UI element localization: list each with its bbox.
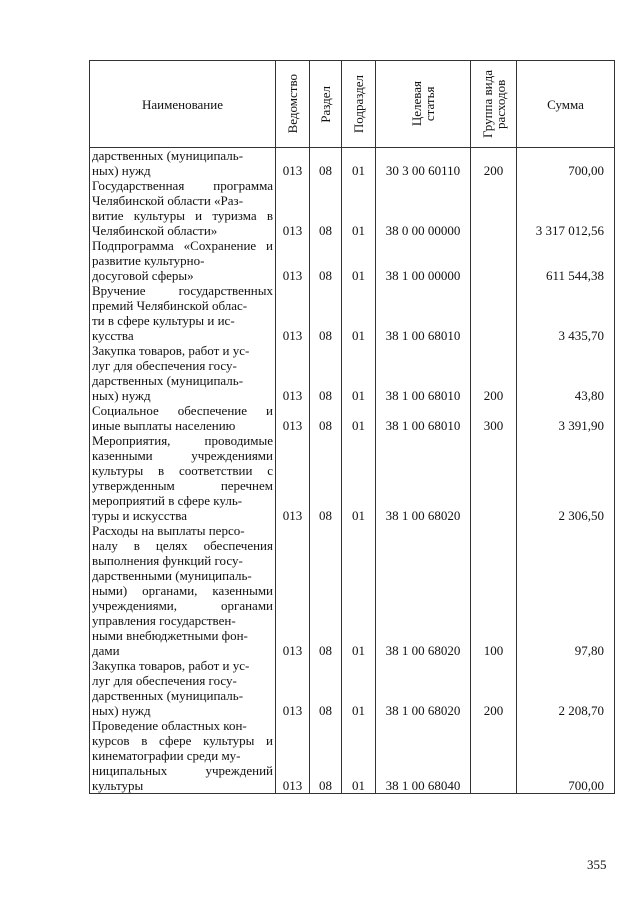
row-vedomstvo: 013 — [276, 283, 310, 343]
row-podrazdel: 01 — [342, 283, 376, 343]
row-celevaya-statya: 38 1 00 68010 — [376, 343, 471, 403]
row-podrazdel: 01 — [342, 523, 376, 658]
row-gruppa — [471, 718, 517, 794]
row-summa: 97,80 — [517, 523, 615, 658]
row-podrazdel: 01 — [342, 343, 376, 403]
row-name: Закупка товаров, работ и ус- луг для обеспечения госу- дарственных (муниципаль- ных) нужд — [90, 658, 276, 718]
row-vedomstvo: 013 — [276, 238, 310, 283]
table-row — [90, 658, 615, 718]
header-podrazdel: Подраздел — [342, 61, 376, 148]
row-razdel: 08 — [310, 343, 342, 403]
row-gruppa — [471, 283, 517, 343]
row-gruppa — [471, 238, 517, 283]
header-razdel: Раздел — [310, 61, 342, 148]
row-summa: 3 317 012,56 — [517, 178, 615, 238]
table-row — [90, 343, 615, 403]
row-vedomstvo: 013 — [276, 343, 310, 403]
page-number: 355 — [587, 857, 607, 872]
row-razdel: 08 — [310, 178, 342, 238]
row-name: Закупка товаров, работ и ус- луг для обеспечения госу- дарственных (муниципаль- ных) нужд — [90, 343, 276, 403]
row-podrazdel: 01 — [342, 658, 376, 718]
row-name: Подпрограмма «Сохранение и развитие культурно- досуговой сферы» — [90, 238, 276, 283]
row-razdel: 08 — [310, 238, 342, 283]
row-name: Социальное обеспечение и иные выплаты населению — [90, 403, 276, 433]
row-podrazdel: 01 — [342, 148, 376, 179]
row-podrazdel: 01 — [342, 718, 376, 794]
row-gruppa: 300 — [471, 403, 517, 433]
table-row — [90, 238, 615, 283]
header-celevaya-statya: Целевая статья — [376, 61, 471, 148]
table-header-row — [90, 61, 615, 148]
row-celevaya-statya: 38 1 00 68010 — [376, 283, 471, 343]
row-gruppa: 200 — [471, 658, 517, 718]
row-razdel: 08 — [310, 403, 342, 433]
table-row — [90, 148, 615, 179]
row-summa: 3 391,90 — [517, 403, 615, 433]
row-name: Мероприятия, проводимые казенными учреждениями культуры в соответствии с утвержденным перечнем мероприятий в сфере куль- туры и искусства — [90, 433, 276, 523]
row-gruppa — [471, 178, 517, 238]
table-row — [90, 523, 615, 658]
header-gruppa-vida-rashodov: Группа вида расходов — [471, 61, 517, 148]
table-row — [90, 178, 615, 238]
budget-table-frame — [89, 60, 614, 844]
row-celevaya-statya: 38 1 00 68020 — [376, 433, 471, 523]
header-summa: Сумма — [517, 61, 615, 148]
table-row — [90, 433, 615, 523]
row-gruppa: 100 — [471, 523, 517, 658]
row-podrazdel: 01 — [342, 433, 376, 523]
budget-table — [89, 60, 615, 794]
row-summa: 3 435,70 — [517, 283, 615, 343]
table-body — [90, 148, 615, 794]
row-name: Вручение государственных премий Челябинской облас- ти в сфере культуры и ис- кусства — [90, 283, 276, 343]
header-name: Наименование — [90, 61, 276, 148]
row-name: дарственных (муниципаль- ных) нужд — [90, 148, 276, 179]
row-razdel: 08 — [310, 658, 342, 718]
row-vedomstvo: 013 — [276, 658, 310, 718]
row-podrazdel: 01 — [342, 178, 376, 238]
row-podrazdel: 01 — [342, 238, 376, 283]
row-summa: 2 306,50 — [517, 433, 615, 523]
table-row — [90, 718, 615, 794]
row-razdel: 08 — [310, 433, 342, 523]
row-vedomstvo: 013 — [276, 718, 310, 794]
row-celevaya-statya: 30 3 00 60110 — [376, 148, 471, 179]
table-row — [90, 403, 615, 433]
row-razdel: 08 — [310, 523, 342, 658]
row-vedomstvo: 013 — [276, 178, 310, 238]
row-summa: 611 544,38 — [517, 238, 615, 283]
row-celevaya-statya: 38 1 00 00000 — [376, 238, 471, 283]
row-celevaya-statya: 38 1 00 68010 — [376, 403, 471, 433]
row-name: Проведение областных кон- курсов в сфере культуры и кинематографии среди му- ниципальных учреждений культуры — [90, 718, 276, 794]
row-gruppa — [471, 433, 517, 523]
row-summa: 43,80 — [517, 343, 615, 403]
header-vedomstvo: Ведомство — [276, 61, 310, 148]
row-vedomstvo: 013 — [276, 523, 310, 658]
row-summa: 700,00 — [517, 148, 615, 179]
row-gruppa: 200 — [471, 148, 517, 179]
row-celevaya-statya: 38 1 00 68040 — [376, 718, 471, 794]
row-summa: 700,00 — [517, 718, 615, 794]
row-summa: 2 208,70 — [517, 658, 615, 718]
row-vedomstvo: 013 — [276, 433, 310, 523]
row-razdel: 08 — [310, 718, 342, 794]
row-vedomstvo: 013 — [276, 403, 310, 433]
row-gruppa: 200 — [471, 343, 517, 403]
row-vedomstvo: 013 — [276, 148, 310, 179]
row-razdel: 08 — [310, 148, 342, 179]
row-celevaya-statya: 38 0 00 00000 — [376, 178, 471, 238]
row-celevaya-statya: 38 1 00 68020 — [376, 658, 471, 718]
row-name: Государственная программа Челябинской области «Раз- витие культуры и туризма в Челябинской области» — [90, 178, 276, 238]
row-razdel: 08 — [310, 283, 342, 343]
table-row — [90, 283, 615, 343]
row-podrazdel: 01 — [342, 403, 376, 433]
row-name: Расходы на выплаты персо- налу в целях обеспечения выполнения функций госу- дарственными (муниципаль- ными) органами, казенными учреждениями, органами управления государствен- ными внебюджетными фон- дами — [90, 523, 276, 658]
row-celevaya-statya: 38 1 00 68020 — [376, 523, 471, 658]
